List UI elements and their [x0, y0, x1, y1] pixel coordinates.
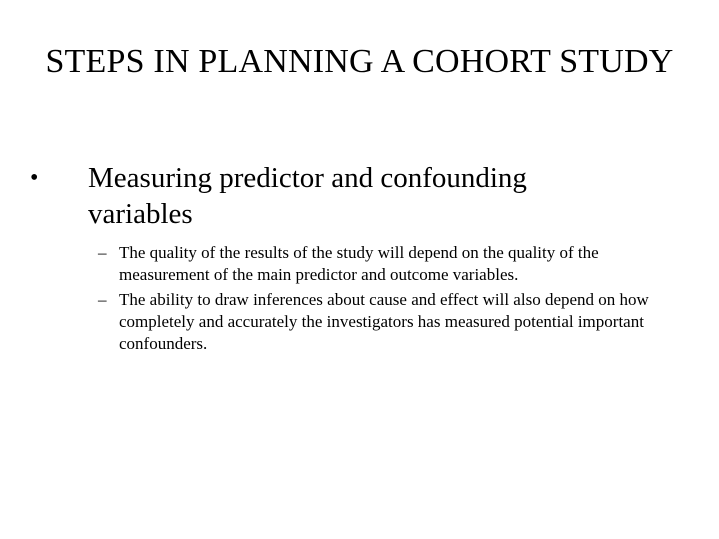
sub-bullet	[28, 242, 669, 286]
sub-bullet-list	[28, 242, 688, 355]
dash-marker: –	[98, 290, 107, 309]
sub-bullet	[28, 289, 669, 355]
slide-title: STEPS IN PLANNING A COHORT STUDY	[45, 43, 674, 80]
sub-bullet-text: The quality of the results of the study will depend on the quality of the measurement of the main predictor and outcome variables.	[119, 243, 599, 284]
main-bullet	[28, 160, 608, 232]
dash-marker: –	[98, 243, 107, 262]
main-bullet-text: Measuring predictor and confounding variables	[88, 162, 527, 230]
sub-bullet-text: The ability to draw inferences about cause and effect will also depend on how completely and accurately the investigators has measured potential important confounders.	[119, 290, 649, 353]
slide-body	[28, 160, 688, 358]
bullet-marker: •	[30, 165, 39, 191]
